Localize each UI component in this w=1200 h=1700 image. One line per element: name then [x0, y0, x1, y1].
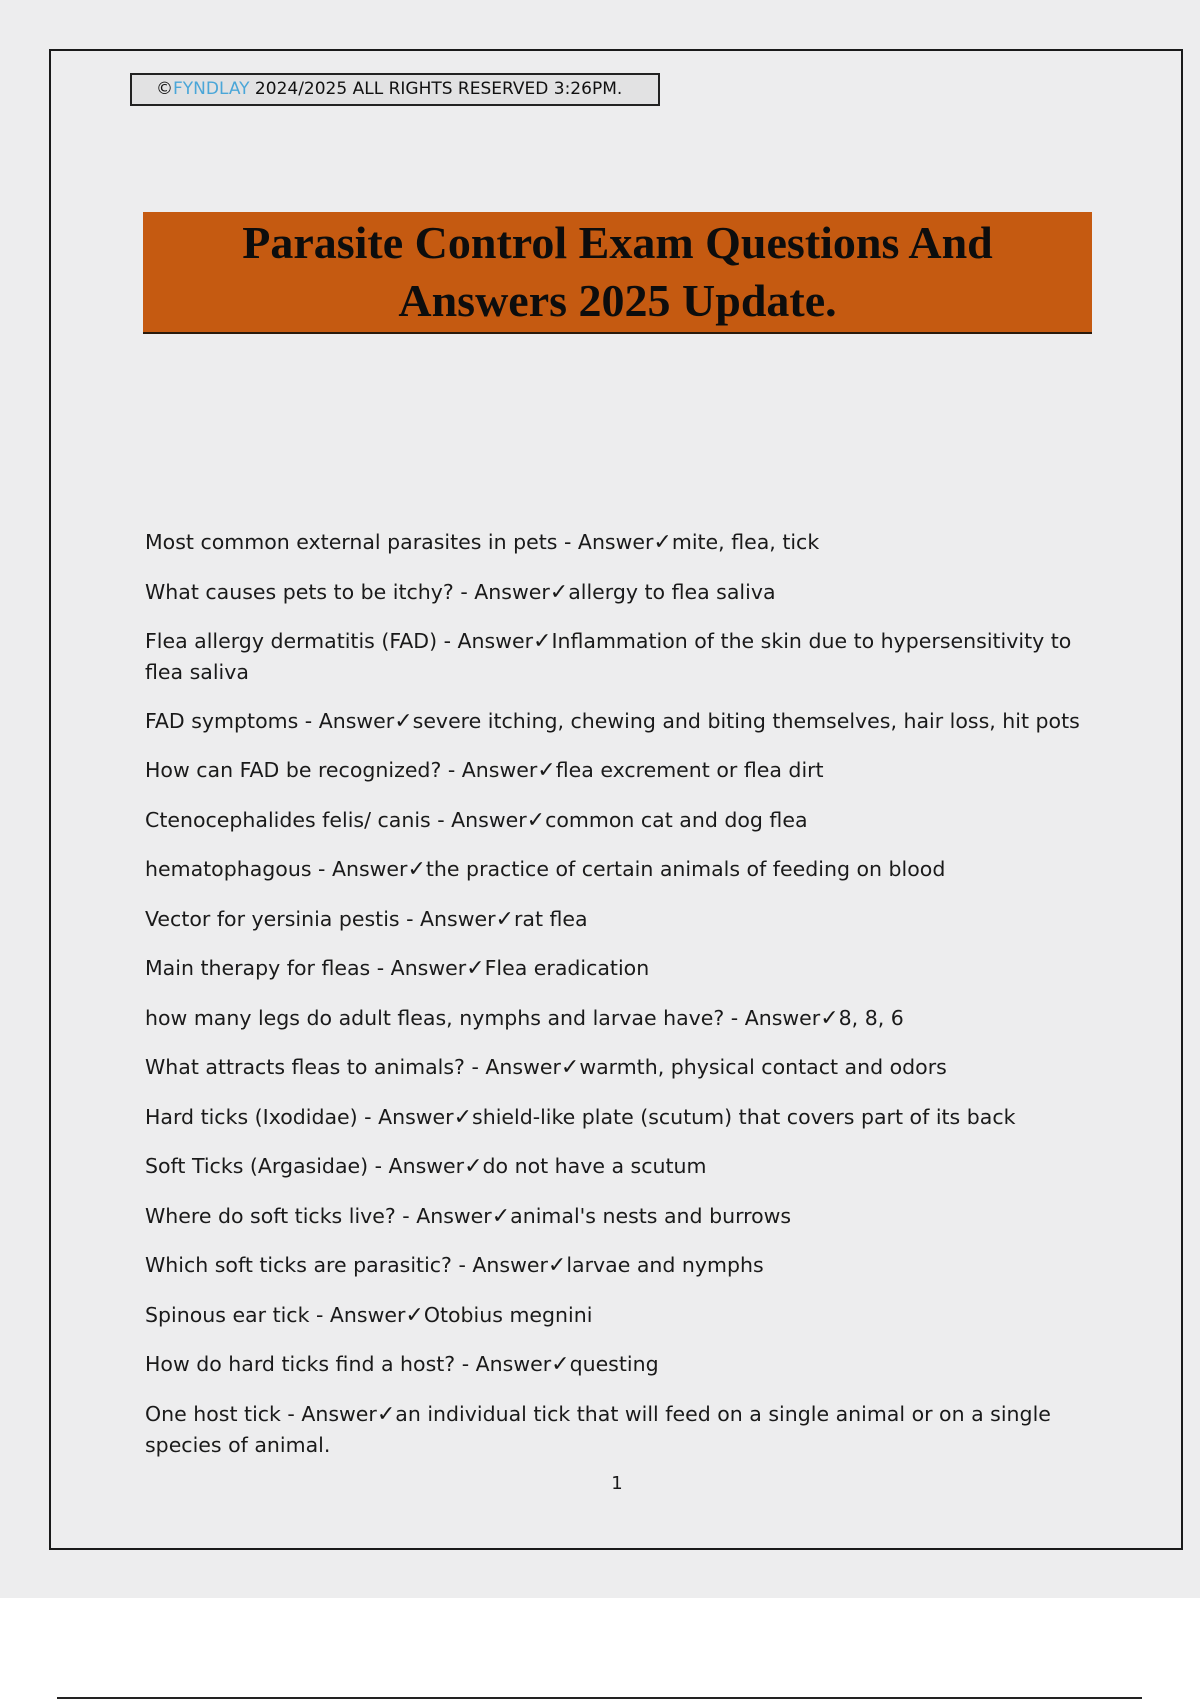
copyright-notice: [130, 73, 660, 106]
answer-text: common cat and dog flea: [545, 807, 808, 832]
question-text: FAD symptoms: [145, 708, 299, 733]
checkmark-icon: ✓: [537, 758, 556, 783]
checkmark-icon: ✓: [549, 579, 569, 605]
qa-list: [145, 527, 1095, 1478]
question-text: Ctenocephalides felis/ canis: [145, 807, 431, 832]
answer-label: - Answer: [441, 758, 538, 782]
checkmark-icon: ✓: [533, 629, 552, 654]
checkmark-icon: ✓: [547, 1253, 567, 1278]
answer-text: the practice of certain animals of feeding on blood: [425, 857, 946, 881]
checkmark-icon: ✓: [653, 530, 672, 555]
question-text: Hard ticks (Ixodidae): [145, 1104, 358, 1129]
checkmark-icon: ✓: [466, 956, 485, 981]
answer-text: warmth, physical contact and odors: [579, 1055, 947, 1079]
answer-label: - Answer: [430, 807, 527, 832]
question-text: Spinous ear tick: [145, 1302, 310, 1327]
checkmark-icon: ✓: [453, 1104, 473, 1130]
answer-label: - Answer: [455, 1352, 552, 1376]
answer-label: - Answer: [724, 1005, 821, 1030]
qa-item: [145, 1201, 1095, 1232]
answer-text: Otobius megnini: [423, 1302, 593, 1327]
qa-item: [145, 1300, 1095, 1331]
answer-text: allergy to flea saliva: [568, 579, 776, 604]
question-text: How do hard ticks find a host?: [145, 1352, 456, 1376]
checkmark-icon: ✓: [376, 1401, 396, 1427]
answer-text: questing: [569, 1352, 659, 1376]
answer-text: 8, 8, 6: [838, 1005, 904, 1030]
answer-label: - Answer: [395, 1203, 492, 1228]
qa-item: [145, 1151, 1095, 1182]
answer-label: - Answer: [399, 906, 496, 931]
checkmark-icon: ✓: [464, 1154, 483, 1179]
answer-label: - Answer: [368, 1154, 465, 1178]
qa-item: [145, 755, 1095, 786]
qa-item: [145, 1052, 1095, 1083]
answer-label: - Answer: [298, 708, 395, 733]
question-text: What causes pets to be itchy?: [145, 579, 454, 604]
document-title: Parasite Control Exam Questions And Answers 2025 Update.: [242, 217, 993, 326]
question-text: how many legs do adult fleas, nymphs and larvae have?: [145, 1005, 725, 1030]
qa-item: [145, 953, 1095, 984]
answer-text: an individual tick that will feed on a single animal or on a single species of animal.: [145, 1401, 1051, 1457]
answer-label: - Answer: [453, 579, 550, 604]
checkmark-icon: ✓: [491, 1203, 511, 1229]
checkmark-icon: ✓: [526, 807, 546, 833]
question-text: Vector for yersinia pestis: [145, 906, 400, 931]
qa-item: [145, 805, 1095, 836]
answer-label: - Answer: [311, 857, 408, 881]
answer-text: Flea eradication: [484, 956, 650, 980]
title-banner: [143, 212, 1092, 334]
answer-label: - Answer: [557, 530, 654, 554]
answer-label: - Answer: [280, 1401, 377, 1426]
answer-text: mite, flea, tick: [671, 530, 820, 554]
question-text: How can FAD be recognized?: [145, 758, 442, 782]
answer-text: do not have a scutum: [482, 1154, 707, 1178]
checkmark-icon: ✓: [560, 1055, 580, 1080]
question-text: What attracts fleas to animals?: [145, 1055, 465, 1079]
qa-item: [145, 1003, 1095, 1034]
qa-item: [145, 1250, 1095, 1281]
qa-item: [145, 1349, 1095, 1380]
question-text: Most common external parasites in pets: [145, 530, 558, 554]
qa-item: [145, 527, 1095, 558]
question-text: Flea allergy dermatitis (FAD): [145, 629, 438, 653]
page-number: 1: [611, 1473, 623, 1494]
answer-label: - Answer: [437, 629, 534, 653]
qa-item: [145, 577, 1095, 608]
checkmark-icon: ✓: [405, 1302, 424, 1328]
checkmark-icon: ✓: [407, 857, 426, 882]
checkmark-icon: ✓: [495, 906, 514, 932]
question-text: Which soft ticks are parasitic?: [145, 1253, 452, 1277]
qa-item: [145, 626, 1095, 687]
answer-label: - Answer: [309, 1302, 406, 1327]
qa-item: [145, 1399, 1095, 1460]
answer-text: shield-like plate (scutum) that covers part of its back: [472, 1104, 1016, 1129]
qa-item: [145, 904, 1095, 935]
question-text: Main therapy for fleas: [145, 956, 371, 980]
qa-item: [145, 1102, 1095, 1133]
answer-label: - Answer: [370, 956, 467, 980]
question-text: Soft Ticks (Argasidae): [145, 1154, 369, 1178]
qa-item: [145, 854, 1095, 885]
question-text: One host tick: [145, 1401, 281, 1426]
answer-text: severe itching, chewing and biting themselves, hair loss, hit pots: [412, 708, 1080, 733]
answer-text: Inflammation of the skin due to hypersensitivity to flea saliva: [145, 629, 1072, 684]
question-text: hematophagous: [145, 857, 312, 881]
copyright-symbol: ©: [156, 79, 173, 99]
qa-item: [145, 706, 1095, 737]
answer-label: - Answer: [357, 1104, 454, 1129]
answer-label: - Answer: [464, 1055, 561, 1079]
checkmark-icon: ✓: [551, 1352, 570, 1377]
copyright-text: 2024/2025 ALL RIGHTS RESERVED 3:26PM.: [249, 79, 623, 99]
checkmark-icon: ✓: [820, 1005, 839, 1031]
answer-label: - Answer: [451, 1253, 548, 1277]
answer-text: rat flea: [513, 906, 588, 931]
brand-name: FYNDLAY: [173, 79, 250, 99]
answer-text: larvae and nymphs: [566, 1253, 764, 1277]
checkmark-icon: ✓: [394, 708, 413, 734]
answer-text: animal's nests and burrows: [510, 1203, 792, 1228]
question-text: Where do soft ticks live?: [145, 1203, 396, 1228]
bottom-divider: [57, 1697, 1142, 1699]
answer-text: flea excrement or flea dirt: [555, 758, 824, 782]
